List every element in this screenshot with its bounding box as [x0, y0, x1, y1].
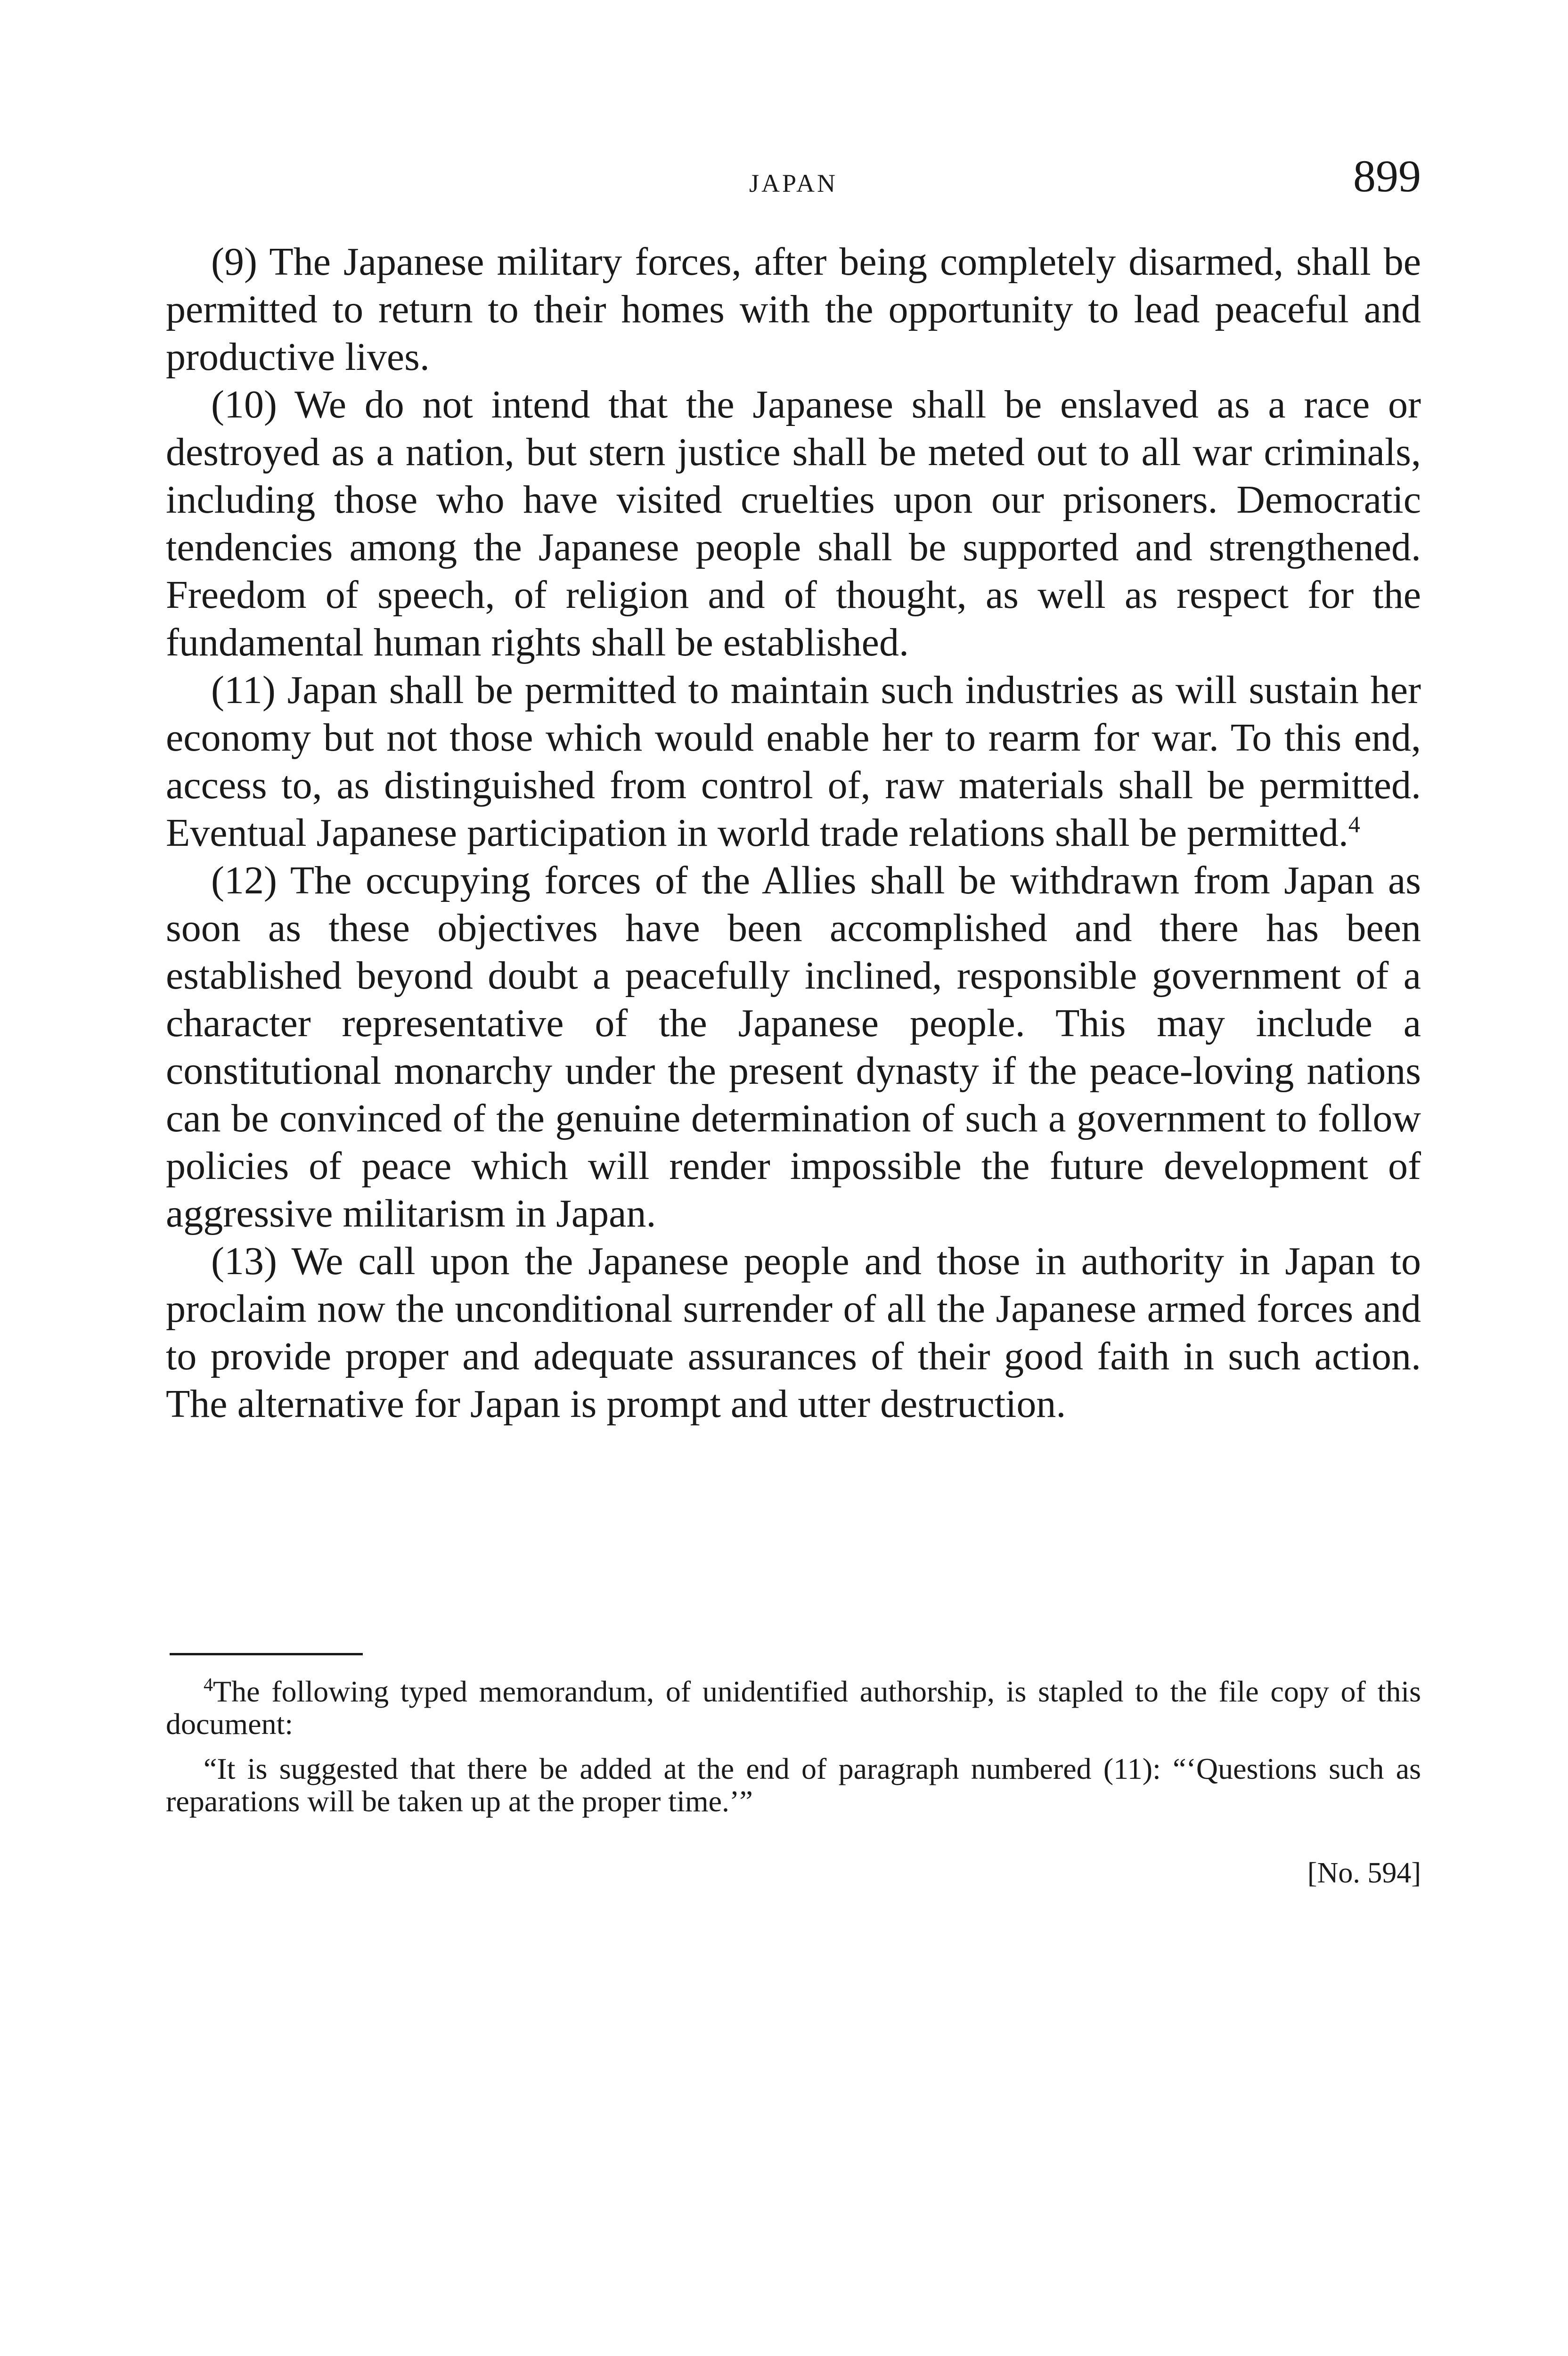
footnote-4-text: The following typed memorandum, of unidentified authorship, is stapled to the file copy of this document: [166, 1675, 1421, 1741]
document-number: [No. 594] [1307, 1857, 1421, 1889]
paragraph-13: (13) We call upon the Japanese people and those in authority in Japan to proclaim now the unconditional surrender of all the Japanese armed forces and to provide proper and adequate assurances of their good faith in such action. The alternative for Japan is prompt and utter destruction. [166, 1239, 1421, 1426]
running-head: JAPAN [749, 169, 838, 197]
body-text [166, 238, 1421, 1428]
footnote-quote: “It is suggested that there be added at the end of paragraph numbered (11): “‘Questions such as reparations will be taken up at the proper time.’” [166, 1752, 1421, 1818]
footnote-reference: 4 [1348, 811, 1360, 837]
paragraph-10: (10) We do not intend that the Japanese shall be enslaved as a race or destroyed as a nation, but stern justice shall be meted out to all war criminals, including those who have visited cruelties upon our prisoners. Democratic tendencies among the Japanese people shall be supported and strengthened. Freedom of speech, of religion and of thought, as well as respect for the fundamental human rights shall be established. [166, 383, 1421, 664]
page-header [166, 150, 1421, 202]
paragraph-9: (9) The Japanese military forces, after being completely disarmed, shall be permitted to return to their homes with the opportunity to lead peaceful and productive lives. [166, 240, 1421, 379]
paragraph-12: (12) The occupying forces of the Allies shall be withdrawn from Japan as soon as these objectives have been accomplished and there has been established beyond doubt a peacefully inclined, responsible government of a character representative of the Japanese people. This may include a constitutional monarchy under the present dynasty if the peace-loving nations can be convinced of the genuine determination of such a government to follow policies of peace which will render impossible the future development of aggressive militarism in Japan. [166, 859, 1421, 1235]
page-number: 899 [1353, 151, 1421, 201]
footnote-4 [166, 1675, 1421, 1740]
paragraph-11 [166, 666, 1421, 857]
paragraph-11-text: (11) Japan shall be permitted to maintain such industries as will sustain her economy but not those which would enable her to rearm for war. To this end, access to, as distinguished from control of, raw materials shall be permitted. Eventual Japanese participation in world trade relations shall be permitted. [166, 668, 1421, 855]
footnote-separator [170, 1653, 363, 1655]
footnotes [166, 1674, 1421, 1889]
footnote-marker: 4 [204, 1674, 213, 1695]
